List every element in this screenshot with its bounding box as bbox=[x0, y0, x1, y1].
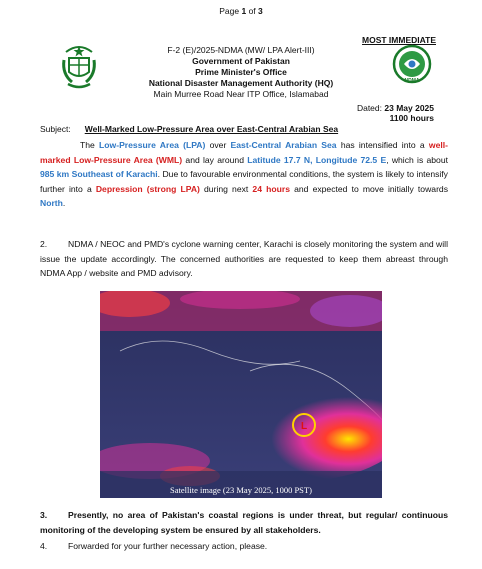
page-number: Page 1 of 3 bbox=[219, 6, 263, 16]
paragraph-2: 2. NDMA / NEOC and PMD's cyclone warning center, Karachi is closely monitoring the system and will issue the update accordingly. The concerned authorities are requested to keep them abreast through NDMA App / website and PMD advisory. bbox=[40, 239, 448, 278]
dated-time: 1100 hours bbox=[389, 113, 434, 123]
satellite-caption: Satellite image (23 May 2025, 1000 PST) bbox=[170, 485, 312, 495]
svg-text:L: L bbox=[300, 421, 308, 432]
subject-line bbox=[40, 124, 338, 134]
header-address: Main Murree Road Near ITP Office, Islamabad bbox=[153, 89, 329, 99]
header-line-3: National Disaster Management Authority (HQ) bbox=[148, 78, 334, 88]
header-line-2: Prime Minister's Office bbox=[195, 67, 287, 77]
subject-title: Well-Marked Low-Pressure Area over East-Central Arabian Sea bbox=[84, 124, 339, 134]
subject-label: Subject: bbox=[40, 124, 71, 134]
priority-label: MOST IMMEDIATE bbox=[362, 35, 436, 45]
satellite-image bbox=[100, 291, 382, 498]
dated-label: Dated: bbox=[356, 103, 382, 113]
paragraph-3: 3. Presently, no area of Pakistan's coastal regions is under threat, but regular/ continuous monitoring of the developing system be ensured by all stakeholders. bbox=[40, 510, 448, 535]
date-block bbox=[357, 103, 434, 123]
header-line-1: Government of Pakistan bbox=[192, 56, 290, 66]
svg-text:NDMA: NDMA bbox=[404, 78, 420, 84]
paragraph-4: 4. Forwarded for your further necessary action, please. bbox=[40, 541, 268, 551]
reference-number: F-2 (E)/2025-NDMA (MW/ LPA Alert-III) bbox=[167, 45, 315, 55]
dated-date: 23 May 2025 bbox=[384, 103, 434, 113]
paragraph-1: The Low-Pressure Area (LPA) over East-Central Arabian Sea has intensified into a well-marked Low-Pressure Area (WML) and lay around Latitude 17.7 N, Longitude 72.5 E, which is about 985 km Southeast of Karachi. Due to favourable environmental conditions, the system is likely to intensify further into a Depression (strong LPA) during next 24 hours and expected to move initially towards North. bbox=[40, 140, 449, 208]
letterhead bbox=[0, 45, 482, 100]
